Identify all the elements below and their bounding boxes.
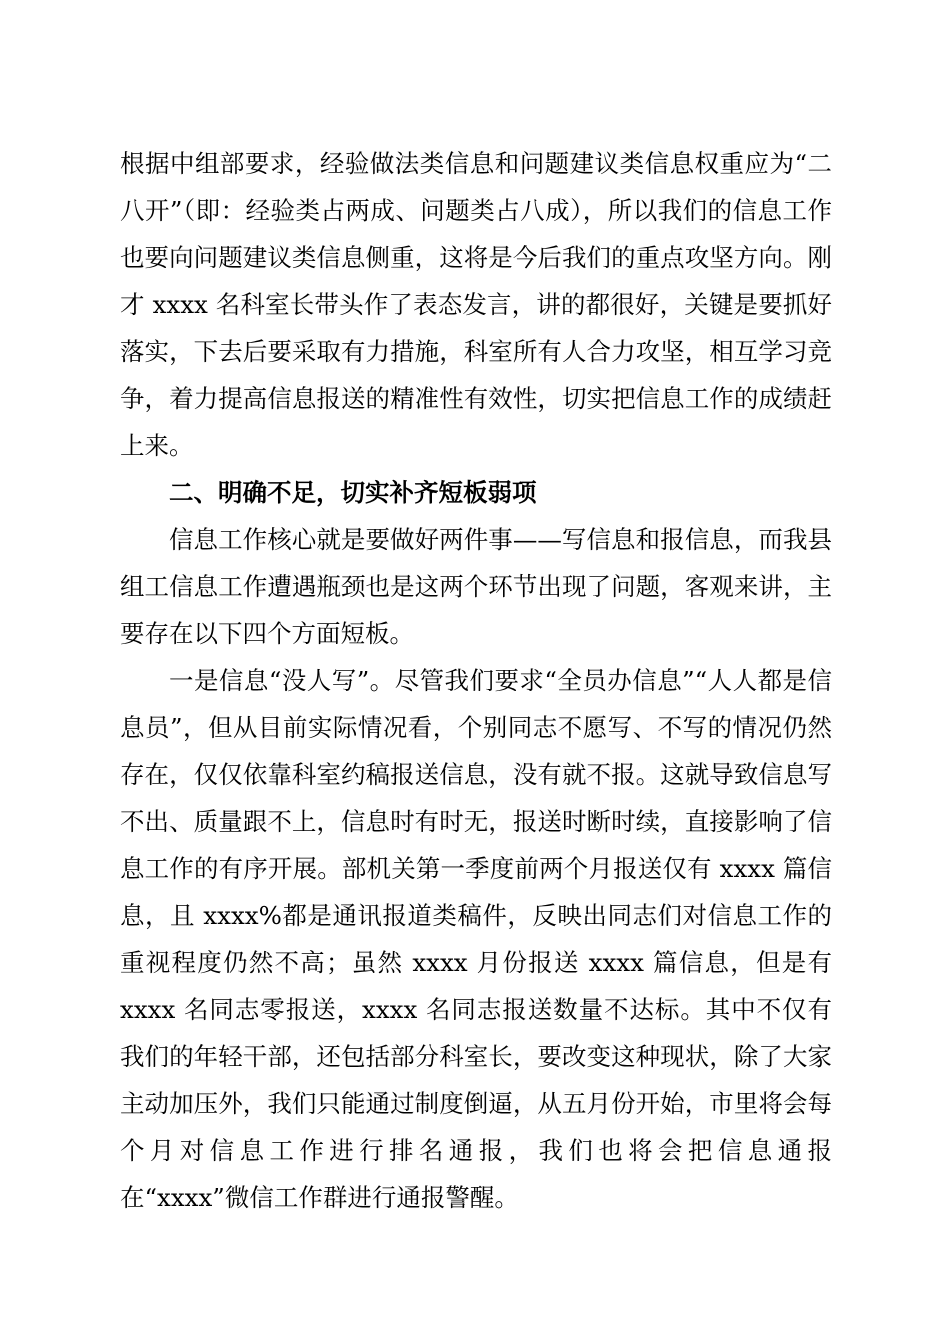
paragraph-continued: 根据中组部要求，经验做法类信息和问题建议类信息权重应为“二八开”（即：经验类占两成、问题类占八成），所以我们的信息工作也要向问题建议类信息侧重，这将是今后我们的重点攻坚方向。刚才 xxxx 名科室长带头作了表态发言，讲的都很好，关键是要抓好落实，下去后要采取有力措施，科室所有人合力攻坚，相互学习竞争，着力提高信息报送的精准性有效性，切实把信息工作的成绩赶上来。 (120, 149, 832, 460)
section-heading: 二、明确不足，切实补齐短板弱项 (169, 478, 537, 507)
paragraph-intro: 信息工作核心就是要做好两件事——写信息和报信息，而我县组工信息工作遭遇瓶颈也是这两个环节出现了问题，客观来讲，主要存在以下四个方面短板。 (120, 525, 832, 648)
paragraph-point-one: 一是信息“没人写”。尽管我们要求“全员办信息”“人人都是信息员”，但从目前实际情况看，个别同志不愿写、不写的情况仍然存在，仅仅依靠科室约稿报送信息，没有就不报。这就导致信息写不出、质量跟不上，信息时有时无，报送时断时续，直接影响了信息工作的有序开展。部机关第一季度前两个月报送仅有 xxxx 篇信息，且 xxxx%都是通讯报道类稿件，反映出同志们对信息工作的重视程度仍然不高；虽然 xxxx 月份报送 xxxx 篇信息，但是有 xxxx 名同志零报送，xxxx 名同志报送数量不达标。其中不仅有我们的年轻干部，还包括部分科室长，要改变这种现状，除了大家主动加压外，我们只能通过制度倒逼，从五月份开始，市里将会每个月对信息工作进行排名通报，我们也将会把信息通报在“xxxx”微信工作群进行通报警醒。 (120, 666, 832, 1212)
document-body (120, 140, 832, 1221)
